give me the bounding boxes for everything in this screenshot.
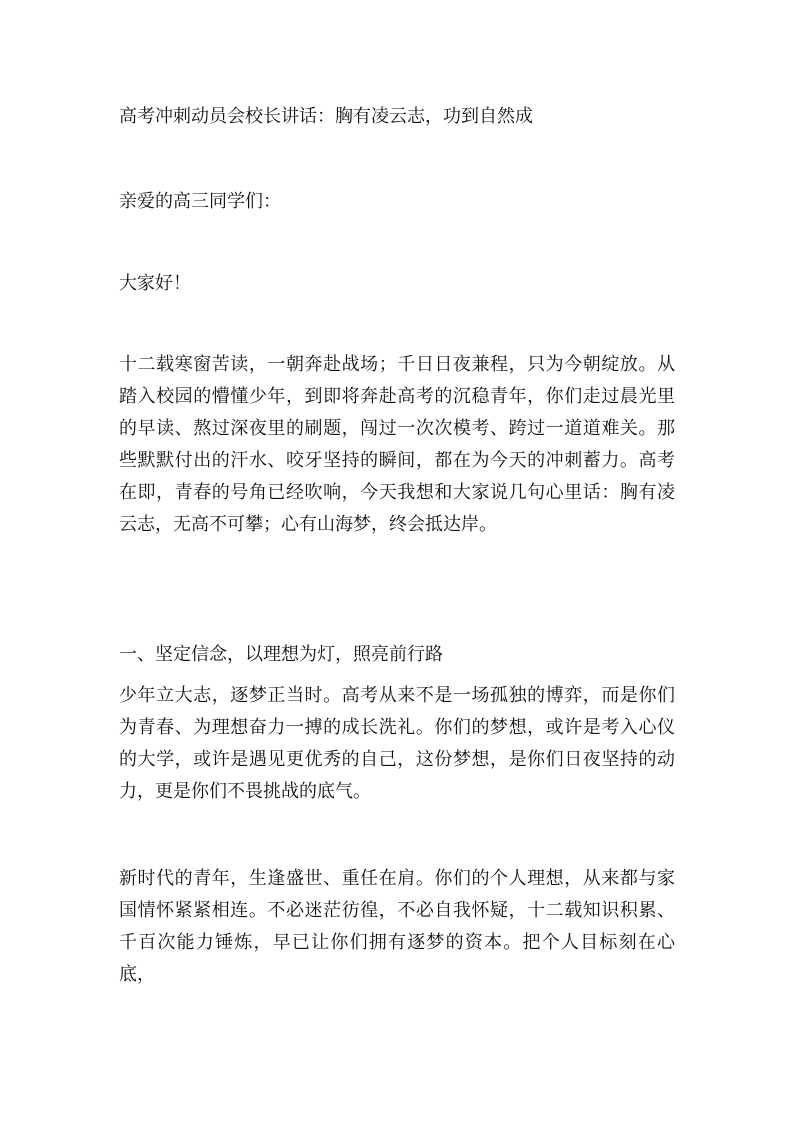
section-1-heading: 一、坚定信念，以理想为灯，照亮前行路: [119, 644, 443, 665]
speech-title: 高考冲刺动员会校长讲话：胸有凌云志，功到自然成: [119, 106, 533, 127]
intro-paragraph: 十二载寒窗苦读，一朝奔赴战场；千日日夜兼程，只为今朝绽放。从踏入校园的懵懂少年，到即将奔赴高考的沉稳青年，你们走过晨光里的早读、熬过深夜里的刷题，闯过一次次模考、跨过一道道难关。那些默默付出的汗水、咬牙坚持的瞬间，都在为今天的冲刺蓄力。高考在即，青春的号角已经吹响，今天我想和大家说几句心里话：胸有凌云志，无高不可攀；心有山海梦，终会抵达岸。: [119, 354, 675, 535]
salutation: 亲爱的高三同学们：: [119, 191, 281, 212]
greeting: 大家好！: [119, 273, 191, 294]
section-1-paragraph-1: 少年立大志，逐梦正当时。高考从来不是一场孤独的博弈，而是你们为青春、为理想奋力一搏的成长洗礼。你们的梦想，或许是考入心仪的大学，或许是遇见更优秀的自己，这份梦想，是你们日夜坚持的动力，更是你们不畏挑战的底气。: [119, 685, 675, 802]
section-1-paragraph-2: 新时代的青年，生逢盛世、重任在肩。你们的个人理想，从来都与家国情怀紧紧相连。不必迷茫彷徨，不必自我怀疑，十二载知识积累、千百次能力锤炼，早已让你们拥有逐梦的资本。把个人目标刻在心底，: [119, 868, 675, 985]
